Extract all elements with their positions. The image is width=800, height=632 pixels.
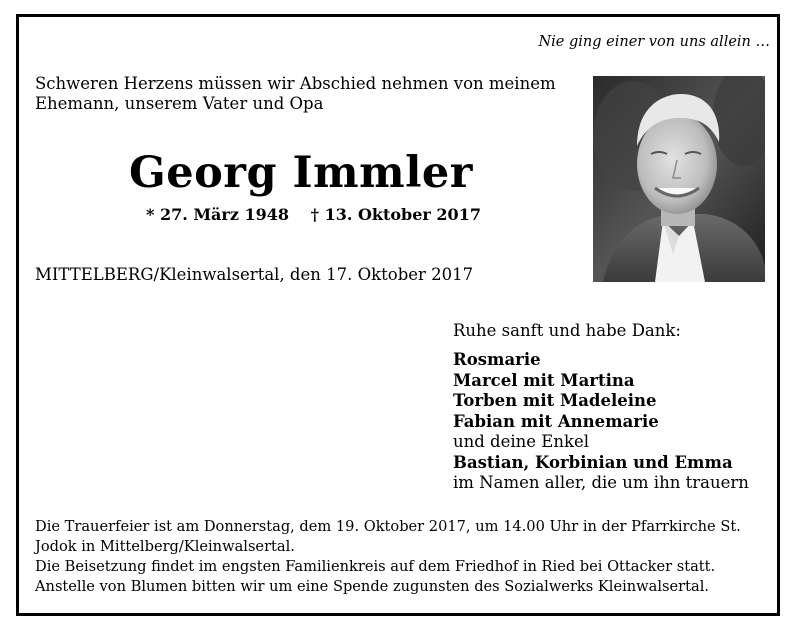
life-dates xyxy=(146,205,481,224)
deceased-name: Georg Immler xyxy=(129,148,473,198)
mourner-line: Bastian, Korbinian und Emma xyxy=(453,452,733,472)
death-date: † 13. Oktober 2017 xyxy=(310,205,481,224)
portrait-image xyxy=(593,76,765,282)
intro-text: Schweren Herzens müssen wir Abschied nehmen von meinem Ehemann, unserem Vater und Opa xyxy=(35,74,556,113)
mourner-line: Rosmarie xyxy=(453,350,541,369)
ceremony-notes xyxy=(35,517,770,597)
place-date: MITTELBERG/Kleinwalsertal, den 17. Oktober 2017 xyxy=(35,265,474,284)
mourner-line: Fabian mit Annemarie xyxy=(453,411,659,431)
portrait-photo xyxy=(593,76,765,282)
thanks-line: Ruhe sanft und habe Dank: xyxy=(453,321,681,340)
mourner-line: Torben mit Madeleine xyxy=(453,391,657,410)
mourners-list xyxy=(453,350,749,494)
note-donation: Anstelle von Blumen bitten wir um eine Spende zugunsten des Sozialwerks Kleinwalsertal. xyxy=(35,578,709,595)
motto-text: Nie ging einer von uns allein … xyxy=(538,34,770,50)
note-funeral: Die Trauerfeier ist am Donnerstag, dem 19. Oktober 2017, um 14.00 Uhr in der Pfarrkirche St. Jodok in Mittelberg/Kleinwalsertal. xyxy=(35,518,741,555)
mourner-line: Marcel mit Martina xyxy=(453,370,635,390)
mourner-line: und deine Enkel xyxy=(453,432,590,451)
note-burial: Die Beisetzung findet im engsten Familienkreis auf dem Friedhof in Ried bei Ottacker statt. xyxy=(35,558,716,575)
mourner-line: im Namen aller, die um ihn trauern xyxy=(453,473,749,492)
birth-date: * 27. März 1948 xyxy=(146,205,290,224)
